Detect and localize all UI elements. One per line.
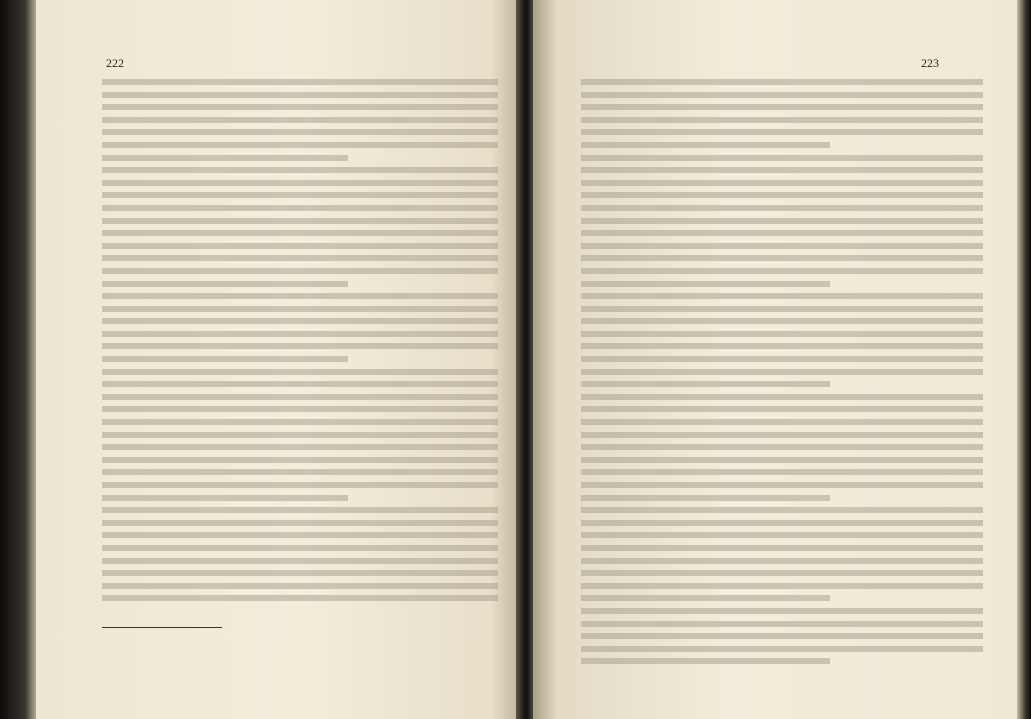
text-line-placeholder xyxy=(102,205,498,211)
text-line-placeholder xyxy=(102,482,498,488)
text-line-placeholder xyxy=(102,230,498,236)
text-line-placeholder xyxy=(581,608,983,614)
text-line-placeholder xyxy=(581,595,830,601)
text-line-placeholder xyxy=(102,595,498,601)
text-line-placeholder xyxy=(102,545,498,551)
text-line-placeholder xyxy=(581,117,983,123)
text-line-placeholder xyxy=(581,343,983,349)
text-line-placeholder xyxy=(581,482,983,488)
text-line-placeholder xyxy=(581,205,983,211)
text-line-placeholder xyxy=(581,306,983,312)
text-line-placeholder xyxy=(581,583,983,589)
text-line-placeholder xyxy=(102,520,498,526)
text-line-placeholder xyxy=(102,457,498,463)
text-line-placeholder xyxy=(102,129,498,135)
text-line-placeholder xyxy=(581,381,830,387)
right-page-number: 223 xyxy=(921,56,939,70)
text-line-placeholder xyxy=(581,192,983,198)
text-line-placeholder xyxy=(102,167,498,173)
text-line-placeholder xyxy=(581,558,983,564)
text-line-placeholder xyxy=(581,104,983,110)
text-line-placeholder xyxy=(102,243,498,249)
text-line-placeholder xyxy=(581,230,983,236)
text-line-placeholder xyxy=(102,255,498,261)
text-line-placeholder xyxy=(581,457,983,463)
right-page-text-lines xyxy=(581,79,983,671)
text-line-placeholder xyxy=(581,621,983,627)
text-line-placeholder xyxy=(581,646,983,652)
left-page-text-lines xyxy=(102,79,498,608)
text-line-placeholder xyxy=(581,281,830,287)
text-line-placeholder xyxy=(102,180,498,186)
text-line-placeholder xyxy=(581,243,983,249)
text-line-placeholder xyxy=(581,293,983,299)
text-line-placeholder xyxy=(581,532,983,538)
text-line-placeholder xyxy=(581,331,983,337)
text-line-placeholder xyxy=(581,155,983,161)
text-line-placeholder xyxy=(102,343,498,349)
text-line-placeholder xyxy=(102,268,498,274)
text-line-placeholder xyxy=(102,419,498,425)
text-line-placeholder xyxy=(102,583,498,589)
text-line-placeholder xyxy=(102,306,498,312)
text-line-placeholder xyxy=(581,218,983,224)
text-line-placeholder xyxy=(102,117,498,123)
text-line-placeholder xyxy=(102,406,498,412)
text-line-placeholder xyxy=(581,545,983,551)
text-line-placeholder xyxy=(102,532,498,538)
text-line-placeholder xyxy=(102,356,348,362)
text-line-placeholder xyxy=(581,520,983,526)
left-page xyxy=(36,0,520,719)
text-line-placeholder xyxy=(581,142,830,148)
text-line-placeholder xyxy=(581,318,983,324)
right-page xyxy=(533,0,1017,719)
text-line-placeholder xyxy=(102,381,498,387)
text-line-placeholder xyxy=(581,79,983,85)
left-page-number: 222 xyxy=(106,56,124,70)
text-line-placeholder xyxy=(581,92,983,98)
scan-edge-left xyxy=(0,0,36,719)
text-line-placeholder xyxy=(102,369,498,375)
text-line-placeholder xyxy=(102,155,348,161)
text-line-placeholder xyxy=(102,469,498,475)
text-line-placeholder xyxy=(102,293,498,299)
text-line-placeholder xyxy=(102,331,498,337)
text-line-placeholder xyxy=(581,268,983,274)
text-line-placeholder xyxy=(102,142,498,148)
text-line-placeholder xyxy=(581,406,983,412)
text-line-placeholder xyxy=(102,192,498,198)
text-line-placeholder xyxy=(581,658,830,664)
scan-edge-right xyxy=(1017,0,1031,719)
text-line-placeholder xyxy=(581,419,983,425)
text-line-placeholder xyxy=(581,432,983,438)
text-line-placeholder xyxy=(581,633,983,639)
text-line-placeholder xyxy=(102,507,498,513)
text-line-placeholder xyxy=(581,129,983,135)
footnote-divider xyxy=(102,627,222,628)
text-line-placeholder xyxy=(581,507,983,513)
text-line-placeholder xyxy=(102,570,498,576)
text-line-placeholder xyxy=(102,218,498,224)
text-line-placeholder xyxy=(581,167,983,173)
text-line-placeholder xyxy=(581,180,983,186)
text-line-placeholder xyxy=(102,92,498,98)
text-line-placeholder xyxy=(102,79,498,85)
text-line-placeholder xyxy=(102,444,498,450)
text-line-placeholder xyxy=(581,356,983,362)
text-line-placeholder xyxy=(581,369,983,375)
text-line-placeholder xyxy=(102,495,348,501)
text-line-placeholder xyxy=(581,570,983,576)
text-line-placeholder xyxy=(102,432,498,438)
text-line-placeholder xyxy=(102,318,498,324)
text-line-placeholder xyxy=(102,104,498,110)
text-line-placeholder xyxy=(581,444,983,450)
text-line-placeholder xyxy=(102,558,498,564)
text-line-placeholder xyxy=(102,281,348,287)
text-line-placeholder xyxy=(102,394,498,400)
text-line-placeholder xyxy=(581,495,830,501)
text-line-placeholder xyxy=(581,469,983,475)
text-line-placeholder xyxy=(581,394,983,400)
text-line-placeholder xyxy=(581,255,983,261)
